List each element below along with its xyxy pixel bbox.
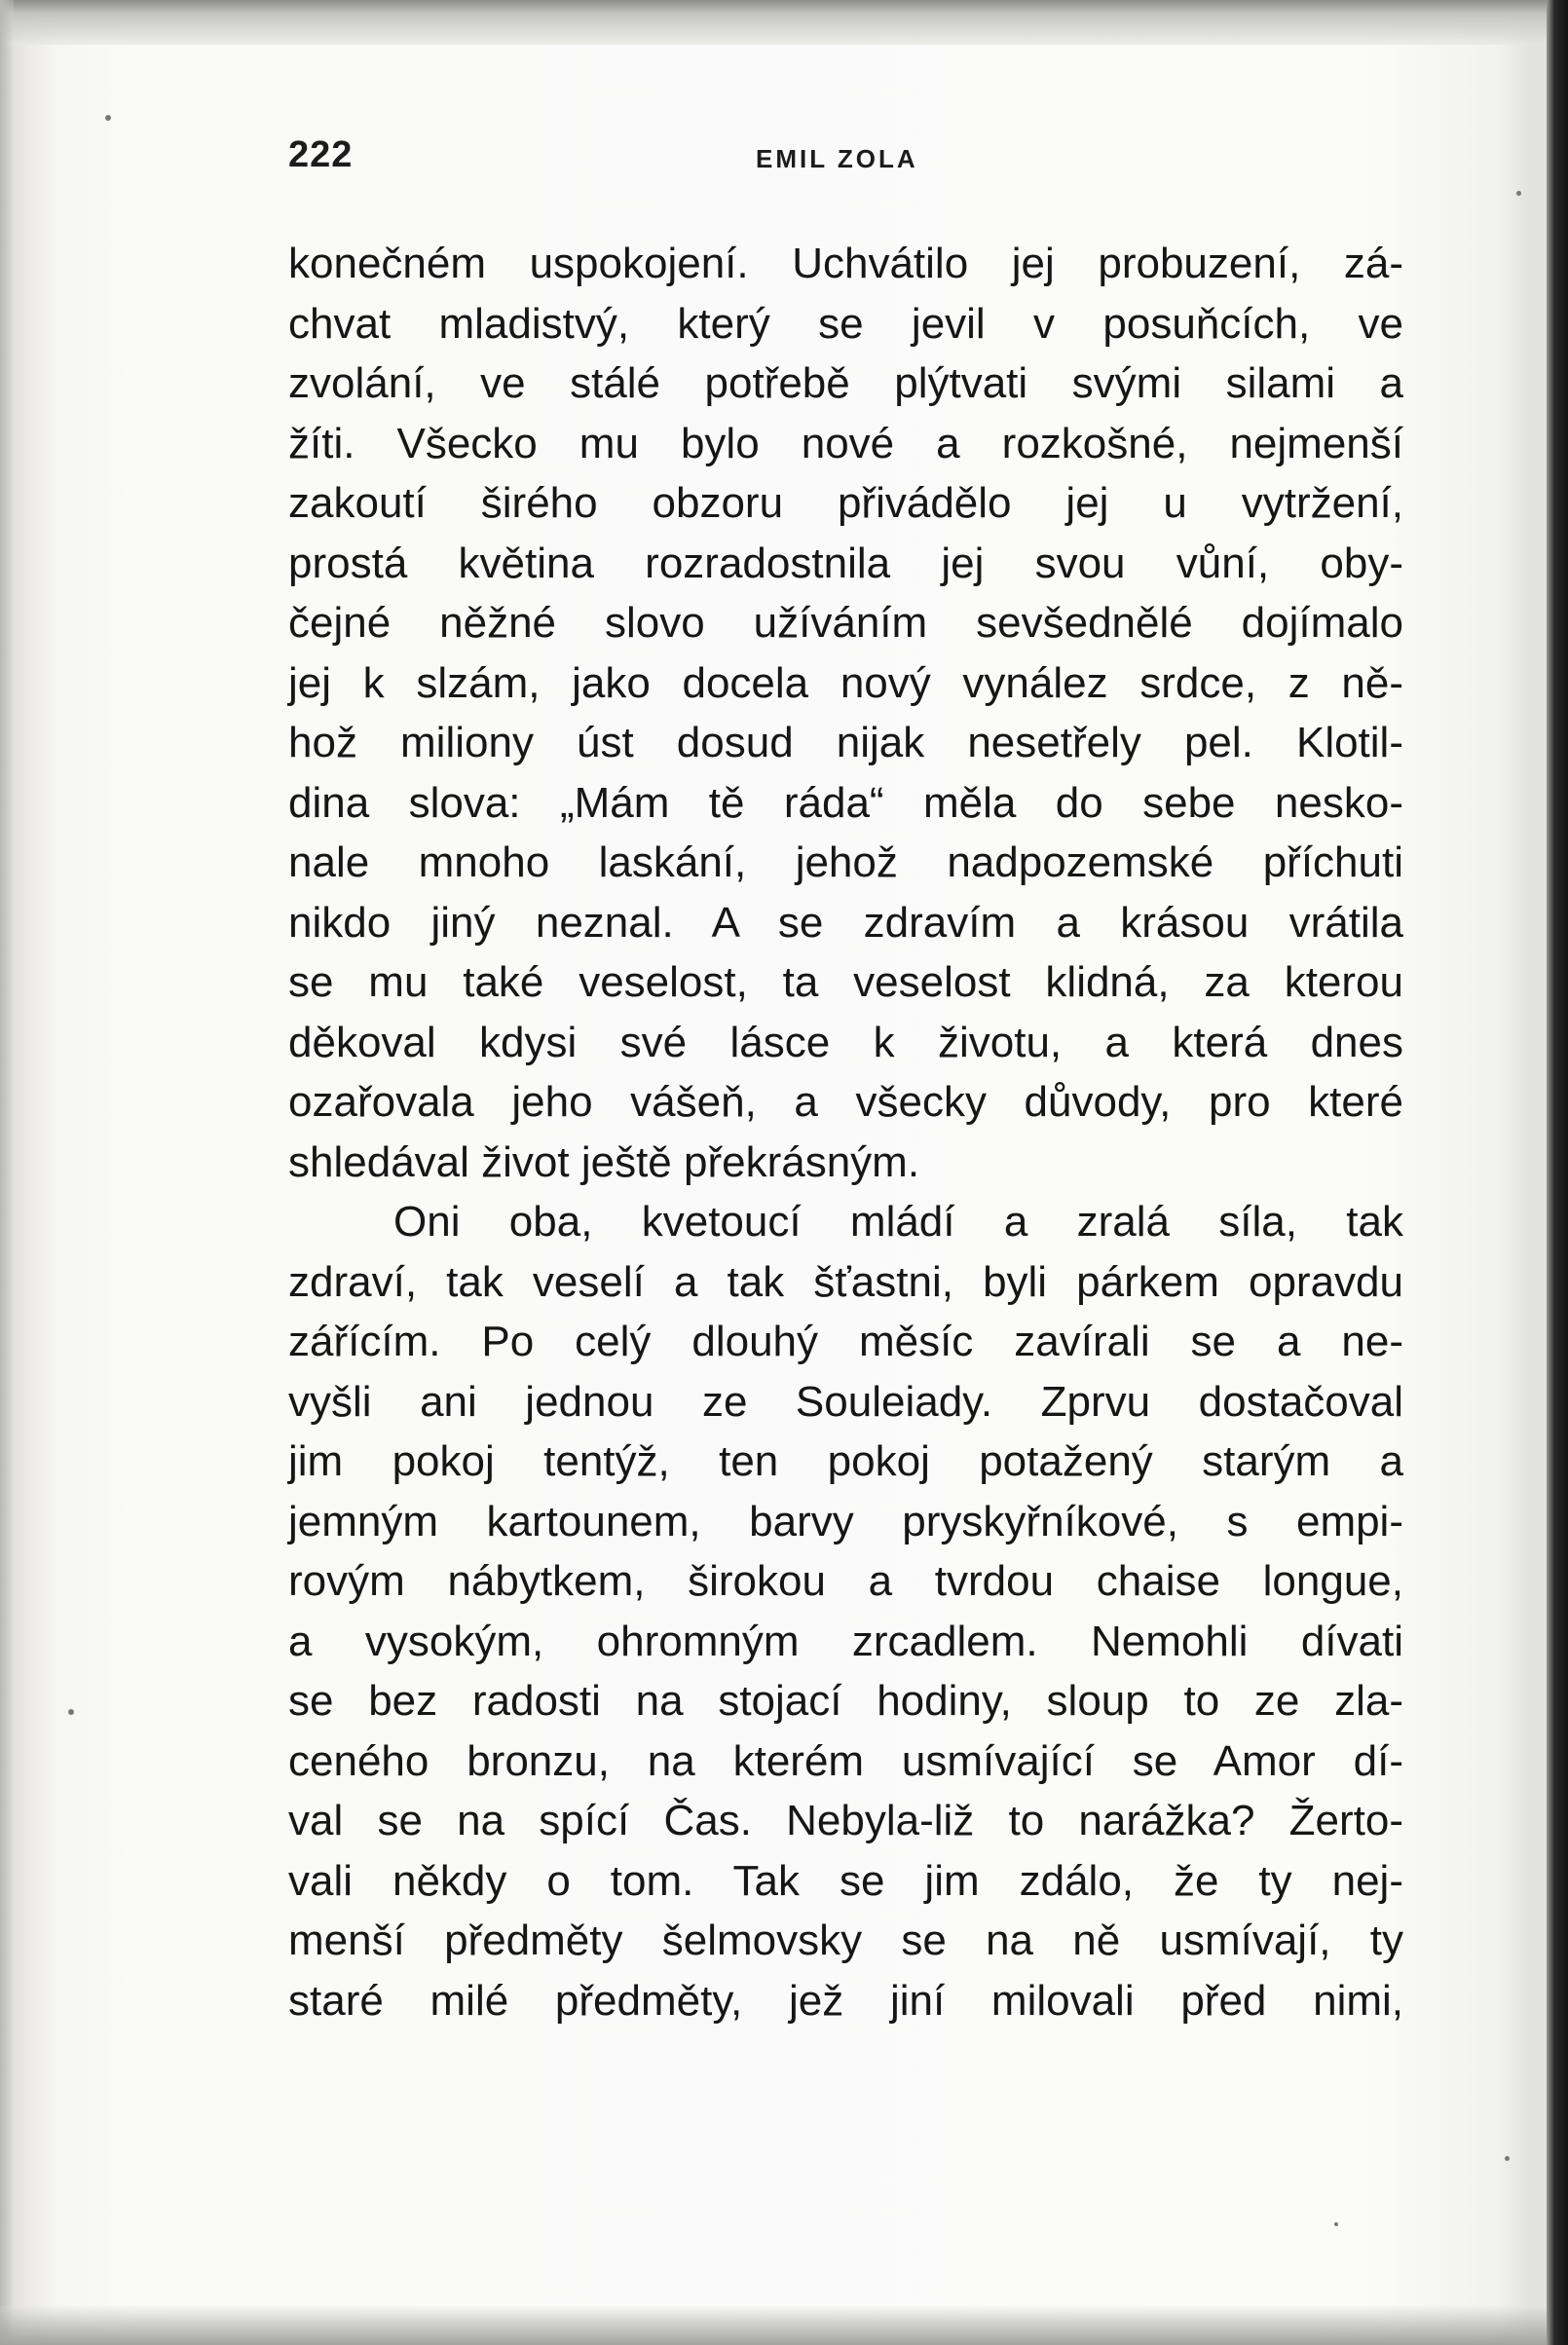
text-line: jej k slzám, jako docela nový vynález srdce, z ně-: [288, 658, 1403, 707]
text-line: se bez radosti na stojací hodiny, sloup to ze zla-: [288, 1677, 1403, 1725]
text-line: nale mnoho laskání, jehož nadpozemské příchuti: [288, 838, 1403, 886]
running-title: EMIL ZOLA: [756, 144, 918, 173]
scan-speck: [1334, 2222, 1338, 2226]
scan-edge-bottom: [0, 2306, 1568, 2345]
text-line: vyšli ani jednou ze Souleiady. Zprvu dostačoval: [288, 1377, 1403, 1426]
text-line: konečném uspokojení. Uchvátilo jej probuzení, zá-: [288, 240, 1403, 287]
text-line: se mu také veselost, ta veselost klidná, za kterou: [288, 958, 1403, 1006]
text-line: čejné něžné slovo užíváním sevšednělé dojímalo: [288, 599, 1403, 647]
scan-edge-top: [0, 0, 1568, 45]
body-text: [288, 234, 1403, 2030]
scan-speck: [68, 1709, 74, 1715]
text-line: zakoutí širého obzoru přivádělo jej u vytržení,: [288, 479, 1403, 527]
scan-edge-left: [0, 0, 14, 2345]
scan-speck: [1505, 2156, 1510, 2161]
text-line: zdraví, tak veselí a tak šťastni, byli párkem opravdu: [288, 1257, 1403, 1306]
text-line: prostá květina rozradostnila jej svou vůní, oby-: [288, 539, 1403, 587]
text-line: hož miliony úst dosud nijak nesetřely pel. Klotil-: [288, 719, 1403, 766]
scan-speck: [1516, 191, 1521, 196]
text-line: ceného bronzu, na kterém usmívající se Amor dí-: [288, 1736, 1403, 1785]
page-number: 222: [288, 134, 354, 175]
text-line: vali někdy o tom. Tak se jim zdálo, že ty nej-: [288, 1856, 1403, 1905]
running-head: [288, 134, 1403, 183]
paragraph-start-line: Oni oba, kvetoucí mládí a zralá síla, tak: [393, 1198, 1403, 1246]
text-line: menší předměty šelmovsky se na ně usmívají, ty: [288, 1917, 1403, 1964]
text-line: dina slova: „Mám tě ráda“ měla do sebe nesko-: [288, 778, 1403, 827]
text-line: chvat mladistvý, který se jevil v posuňcích, ve: [288, 299, 1403, 348]
text-line: jim pokoj tentýž, ten pokoj potažený starým a: [288, 1437, 1403, 1485]
text-line: ozařovala jeho vášeň, a všecky důvody, pro které: [288, 1078, 1403, 1126]
text-line: val se na spící Čas. Nebyla-liž to narážka? Žerto-: [288, 1797, 1403, 1844]
text-line: zářícím. Po celý dlouhý měsíc zavírali se a ne-: [288, 1318, 1403, 1365]
text-line: nikdo jiný neznal. A se zdravím a krásou vrátila: [288, 898, 1403, 947]
paragraph-end-line: shledával život ještě překrásným.: [288, 1137, 920, 1186]
text-line: zvolání, ve stálé potřebě plýtvati svými silami a: [288, 359, 1403, 407]
text-line: staré milé předměty, jež jiní milovali před nimi,: [288, 1976, 1403, 2025]
scan-speck: [105, 115, 111, 121]
text-line: jemným kartounem, barvy pryskyřníkové, s empi-: [288, 1497, 1403, 1545]
text-line: a vysokým, ohromným zrcadlem. Nemohli dívati: [288, 1617, 1403, 1665]
text-line: žíti. Všecko mu bylo nové a rozkošné, nejmenší: [288, 419, 1403, 467]
scan-edge-right: [1547, 0, 1568, 2345]
text-line: děkoval kdysi své lásce k životu, a která dnes: [288, 1018, 1403, 1066]
text-line: rovým nábytkem, širokou a tvrdou chaise longue,: [288, 1557, 1403, 1605]
